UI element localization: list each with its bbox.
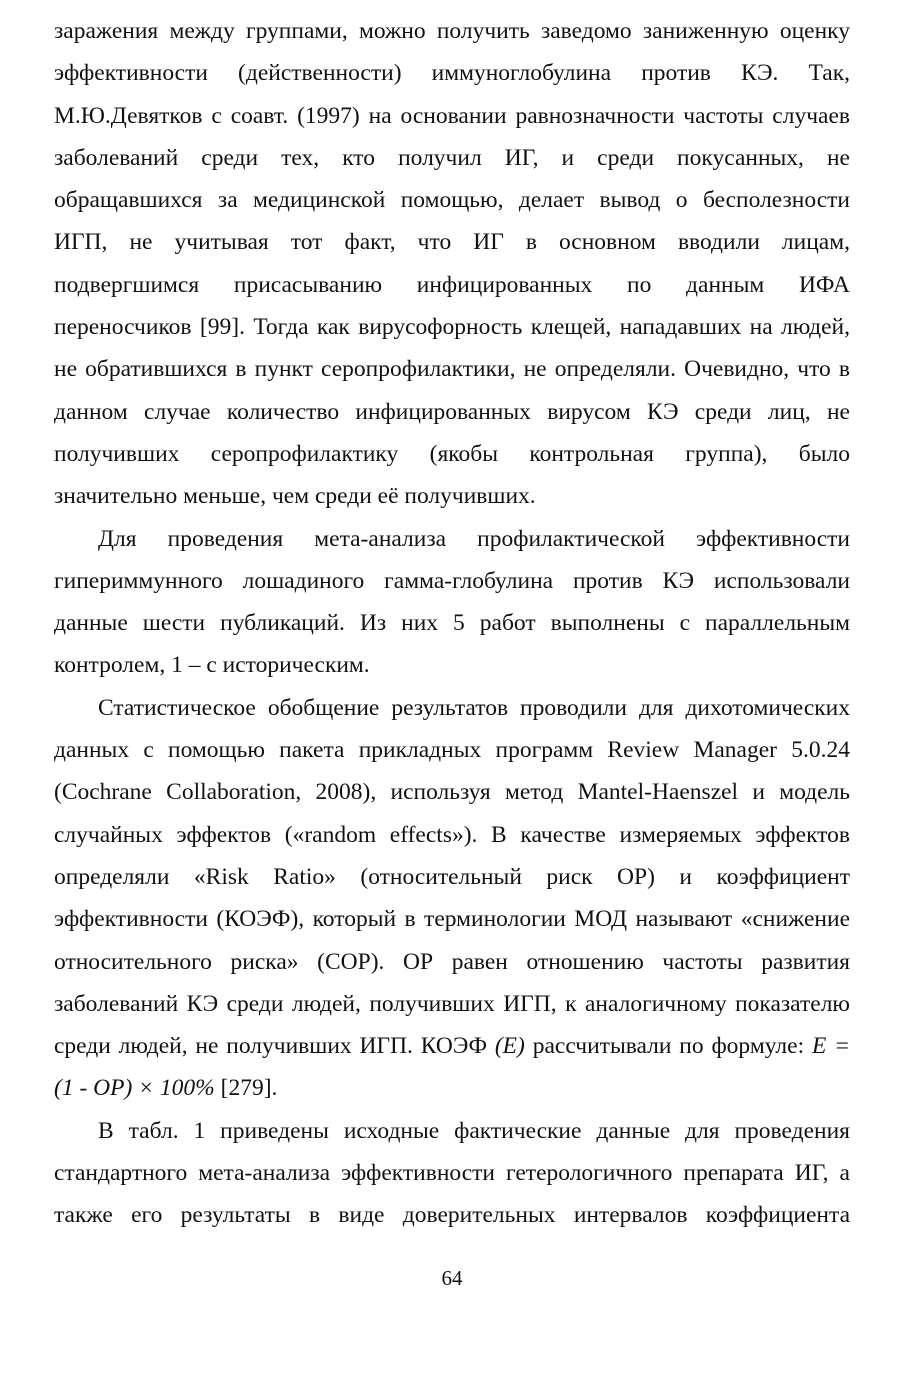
text-line: не обратившихся в пункт серопрофилактики, не определяли. Очевидно, что в: [54, 356, 850, 383]
formula-variable: (Е): [494, 1033, 525, 1060]
text-line: эффективности (действенности) иммуноглобулина против КЭ. Так,: [54, 60, 850, 87]
text-line: стандартного мета-анализа эффективности гетерологичного препарата ИГ, а: [54, 1160, 850, 1187]
text-line: контролем, 1 – с историческим.: [54, 652, 370, 679]
text-line: также его результаты в виде доверительных интервалов коэффициента: [54, 1202, 850, 1229]
text-line: заражения между группами, можно получить заведомо заниженную оценку: [54, 18, 850, 44]
paragraph-4: [54, 1110, 850, 1237]
text-line: относительного риска» (СОР). ОР равен отношению частоты развития: [54, 948, 850, 975]
formula-intro-rest: рассчитывали по формуле:: [524, 1033, 812, 1060]
paragraph-3: [54, 687, 850, 1110]
formula-line: [54, 1067, 850, 1109]
formula-lhs: Е =: [811, 1033, 850, 1060]
document-page: [54, 10, 850, 1237]
text-line: (Cochrane Collaboration, 2008), используя метод Mantel-Haenszel и модель: [54, 779, 850, 806]
text-line: определяли «Risk Ratio» (относительный риск ОР) и коэффициент: [54, 863, 850, 890]
text-line: данных с помощью пакета прикладных программ Review Manager 5.0.24: [54, 737, 850, 764]
text-line: данном случае количество инфицированных вирусом КЭ среди лиц, не: [54, 398, 850, 425]
text-line: заболеваний среди тех, кто получил ИГ, и среди покусанных, не: [54, 144, 850, 171]
text-line: Статистическое обобщение результатов проводили для дихотомических: [98, 694, 850, 721]
paragraph-2: [54, 518, 850, 687]
citation: [279].: [214, 1075, 278, 1102]
text-line: ИГП, не учитывая тот факт, что ИГ в основном вводили лицам,: [54, 229, 850, 256]
text-line: случайных эффектов («random effects»). В качестве измеряемых эффектов: [54, 821, 850, 848]
text-line: Для проведения мета-анализа профилактической эффективности: [98, 525, 850, 552]
formula-rhs: (1 - ОР) × 100%: [54, 1075, 215, 1102]
text-line: получивших серопрофилактику (якобы контрольная группа), было: [54, 440, 850, 467]
text-line: подвергшимся присасыванию инфицированных по данным ИФА: [54, 271, 850, 298]
text-line: М.Ю.Девятков с соавт. (1997) на основании равнозначности частоты случаев: [54, 102, 850, 129]
text-line-with-formula: [54, 1025, 850, 1067]
text-line: данные шести публикаций. Из них 5 работ выполнены с параллельным: [54, 610, 850, 637]
text-line: значительно меньше, чем среди её получивших.: [54, 483, 536, 510]
text-line: эффективности (КОЭФ), который в терминологии МОД называют «снижение: [54, 906, 850, 933]
text-line: гипериммунного лошадиного гамма-глобулина против КЭ использовали: [54, 567, 850, 594]
formula-intro-text: среди людей, не получивших ИГП. КОЭФ: [54, 1033, 488, 1060]
page-number: 64: [441, 1266, 463, 1290]
text-line: переносчиков [99]. Тогда как вирусофорность клещей, нападавших на людей,: [54, 314, 850, 341]
text-line: обращавшихся за медицинской помощью, делает вывод о бесполезности: [54, 187, 850, 214]
text-line: В табл. 1 приведены исходные фактические данные для проведения: [98, 1117, 850, 1144]
paragraph-1: [54, 10, 850, 518]
text-line: заболеваний КЭ среди людей, получивших ИГП, к аналогичному показателю: [54, 990, 850, 1017]
